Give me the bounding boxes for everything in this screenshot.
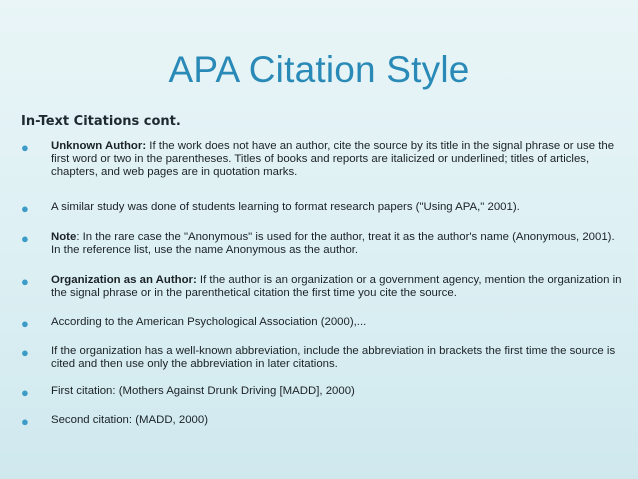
bullet-text: If the author is an organization or a government agency, mention the organization in the signal phrase or in the parenthetical citation the first time you cite the source. (51, 274, 622, 299)
bullet-text: According to the American Psychological Association (2000),... (51, 316, 367, 328)
bullet-lead: Note (51, 231, 77, 243)
bullet-dot-icon: ● (21, 140, 29, 155)
bullet-text: If the organization has a well-known abbreviation, include the abbreviation in brackets the first time the source is cited and then use only the abbreviation in later citations. (51, 345, 616, 370)
bullet-dot-icon: ● (21, 316, 29, 331)
bullet-lead: Organization as an Author: (51, 274, 197, 286)
bullet-dot-icon: ● (21, 231, 29, 246)
bullet-dot-icon: ● (21, 274, 29, 289)
bullet-text: First citation: (Mothers Against Drunk Driving [MADD], 2000) (51, 385, 355, 397)
bullet-dot-icon: ● (21, 201, 29, 216)
slide-title: APA Citation Style (168, 49, 470, 90)
bullet-text: Second citation: (MADD, 2000) (51, 414, 209, 426)
bullet-dot-icon: ● (21, 345, 29, 360)
bullet-text: : In the rare case the "Anonymous" is used for the author, treat it as the author's name (Anonymous, 2001). In the reference list, use the name Anonymous as the author. (51, 231, 615, 256)
bullet-lead: Unknown Author: (51, 140, 147, 152)
bullet-text: A similar study was done of students learning to format research papers ("Using APA," 2001). (51, 201, 520, 213)
slide-subtitle: In-Text Citations cont. (21, 114, 181, 129)
bullet-dot-icon: ● (21, 385, 29, 400)
bullet-text: If the work does not have an author, cite the source by its title in the signal phrase or use the first word or two in the parentheses. Titles of books and reports are italicized or underlined; titles of articles, chapters, and web pages are in quotation marks. (51, 140, 615, 178)
bullet-dot-icon: ● (21, 414, 29, 429)
